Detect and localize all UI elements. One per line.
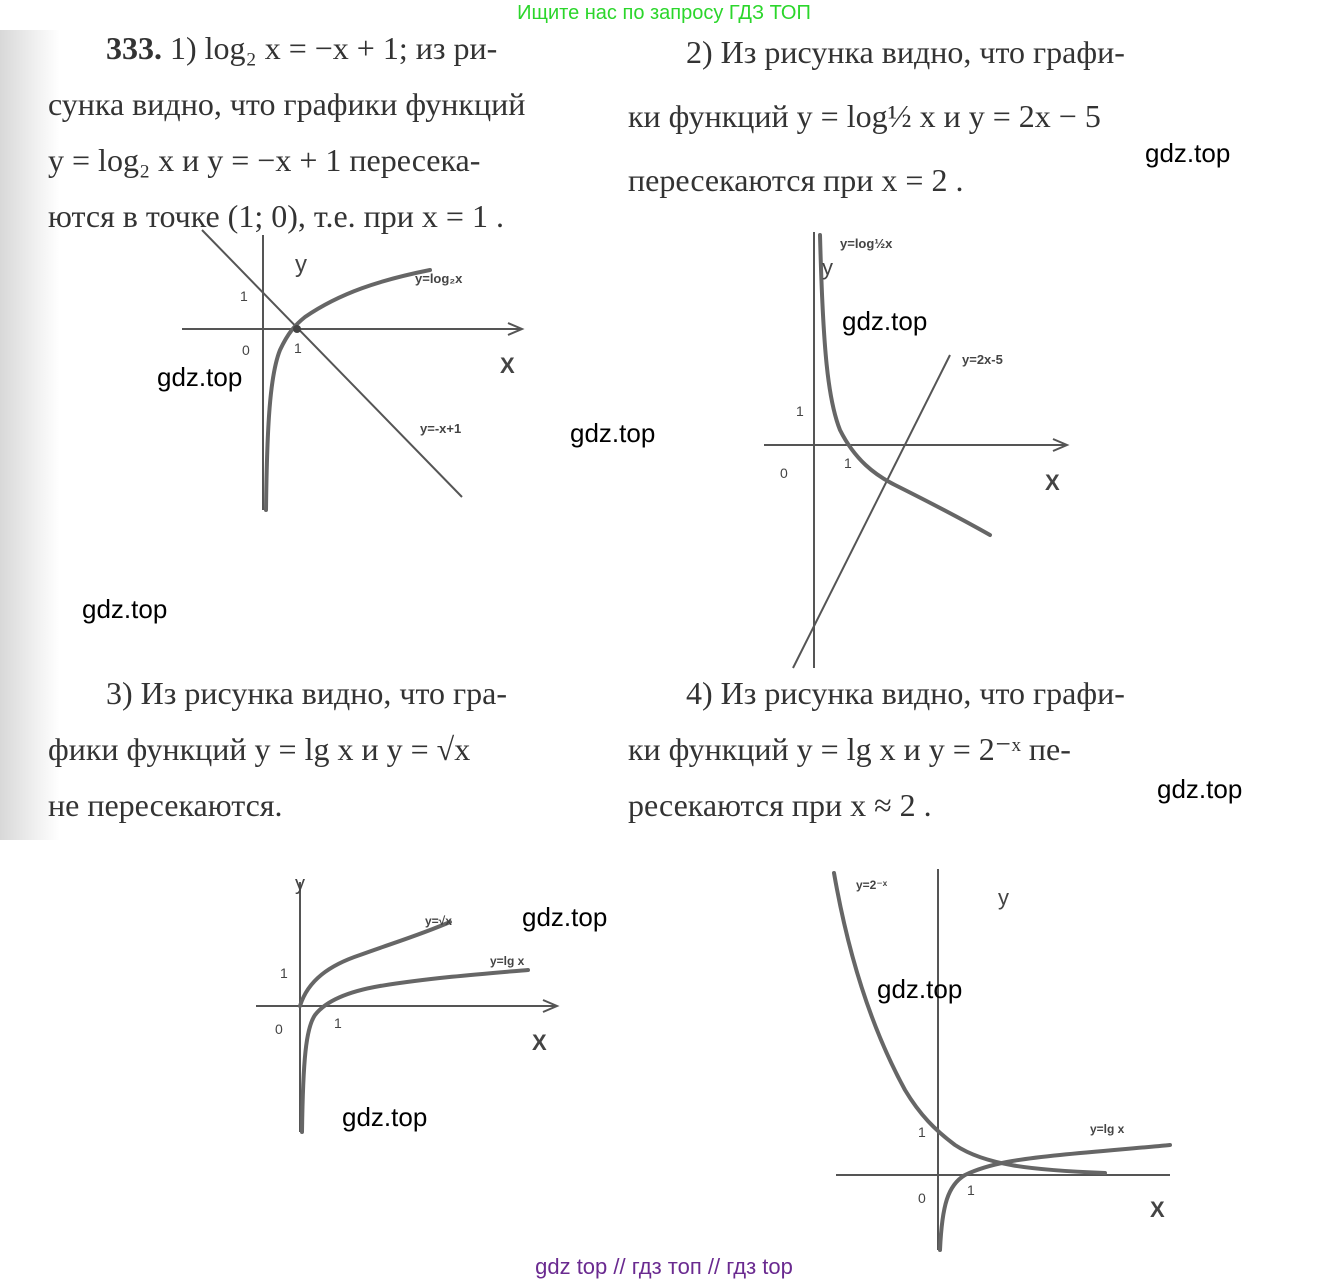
graph-4	[820, 865, 1180, 1255]
graph-1-y-label: y	[295, 251, 307, 278]
graph-1-log-curve	[266, 270, 430, 510]
graph-1-x-label: X	[500, 353, 515, 378]
part1-line-4: ются в точке (1; 0), т.е. при x = 1 .	[48, 198, 504, 234]
part1-line-3: y = log₂ x и y = −x + 1 пересека-	[48, 142, 481, 178]
watermark-1: gdz.top	[1145, 138, 1231, 168]
graph-2-log-curve	[820, 235, 990, 535]
graph-3-one-y: 1	[280, 965, 288, 981]
part3-line-3: не пересекаются.	[48, 787, 283, 823]
part2-text	[628, 20, 1231, 212]
graph-2-one-x: 1	[844, 455, 852, 471]
watermark-3: gdz.top	[157, 362, 243, 392]
part1-text	[48, 20, 618, 244]
graph-1-one-x: 1	[294, 340, 302, 356]
bottom-banner: gdz top // гдз топ // гдз top	[535, 1254, 793, 1279]
part2-line-2: ки функций y = log½ x и y = 2x − 5	[628, 98, 1101, 134]
graph-4-exp-label: y=2⁻ˣ	[856, 878, 888, 892]
part3-line-1: 3) Из рисунка видно, что гра-	[106, 675, 507, 711]
graph-3-zero: 0	[275, 1021, 283, 1037]
part4-text	[628, 665, 1228, 833]
top-banner: Ищите нас по запросу ГДЗ ТОП	[517, 2, 811, 24]
graph-3-one-x: 1	[334, 1015, 342, 1031]
problem-number: 333.	[106, 30, 162, 66]
graph-4-exp-curve	[834, 873, 1105, 1173]
graph-4-one-x: 1	[967, 1182, 975, 1198]
graph-2-one-y: 1	[796, 403, 804, 419]
watermark-6: gdz.top	[1157, 774, 1243, 804]
graph-2	[760, 230, 1080, 670]
part1-line-1: 1) log₂ x = −x + 1; из ри-	[170, 30, 498, 66]
graph-3-x-label: X	[532, 1030, 547, 1055]
part4-line-2: ки функций y = lg x и y = 2⁻ˣ пе-	[628, 731, 1071, 767]
graph-3-y-label: y	[295, 873, 305, 895]
part3-text	[48, 665, 618, 833]
graph-1-one-y: 1	[240, 288, 248, 304]
graph-4-x-label: X	[1150, 1197, 1165, 1222]
watermark-4: gdz.top	[570, 418, 656, 448]
graph-3-sqrt-label: y=√x	[425, 914, 452, 928]
graph-2-zero: 0	[780, 465, 788, 481]
graph-2-log-label: y=log½x	[840, 236, 893, 251]
part4-line-1: 4) Из рисунка видно, что графи-	[686, 675, 1125, 711]
graph-4-y-label: y	[998, 885, 1009, 910]
graph-1-intersection	[293, 325, 301, 333]
graph-4-one-y: 1	[918, 1124, 926, 1140]
watermark-9: gdz.top	[342, 1102, 428, 1132]
graph-4-lg-label: y=lg x	[1090, 1122, 1125, 1136]
graph-1-zero: 0	[242, 342, 250, 358]
graph-1-log-label: y=log₂x	[415, 271, 463, 286]
watermark-8: gdz.top	[877, 974, 963, 1004]
watermark-2: gdz.top	[842, 306, 928, 336]
graph-2-x-label: X	[1045, 470, 1060, 495]
graph-2-line-label: y=2x-5	[962, 352, 1003, 367]
graph-3-sqrt-curve	[300, 922, 450, 1006]
part2-line-1: 2) Из рисунка видно, что графи-	[686, 34, 1125, 70]
graph-4-zero: 0	[918, 1190, 926, 1206]
graph-2-y-label: y	[822, 255, 833, 280]
part2-line-3: пересекаются при x = 2 .	[628, 162, 964, 198]
graph-3-lg-label: y=lg x	[490, 954, 525, 968]
graph-2-line	[793, 355, 950, 668]
watermark-7: gdz.top	[522, 902, 608, 932]
part3-line-2: фики функций y = lg x и y = √x	[48, 731, 471, 767]
watermark-5: gdz.top	[82, 594, 168, 624]
part4-line-3: ресекаются при x ≈ 2 .	[628, 787, 932, 823]
graph-1-line-label: y=-x+1	[420, 421, 462, 436]
part1-line-2: сунка видно, что графики функций	[48, 86, 526, 122]
